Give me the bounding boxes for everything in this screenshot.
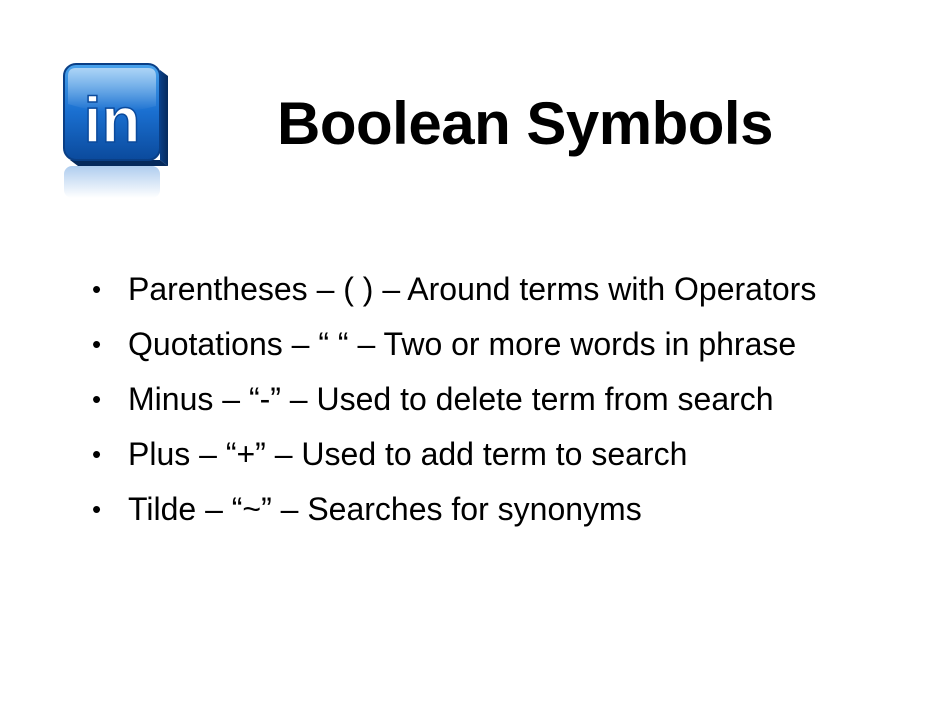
svg-text:in: in [83,84,141,156]
slide-title: Boolean Symbols [277,90,773,157]
bullet-icon: • [92,384,102,414]
linkedin-in-icon [62,60,172,200]
list-item [92,482,816,537]
list-item [92,262,816,317]
bullet-text: Quotations – “ “ – Two or more words in phrase [128,326,797,362]
bullet-list [92,262,816,537]
list-item [92,427,816,482]
bullet-icon: • [92,494,102,524]
list-item [92,372,816,427]
list-item [92,317,816,372]
bullet-text: Plus – “+” – Used to add term to search [128,436,688,472]
bullet-text: Minus – “-” – Used to delete term from search [128,381,774,417]
bullet-icon: • [92,439,102,469]
bullet-icon: • [92,274,102,304]
bullet-icon: • [92,329,102,359]
bullet-text: Tilde – “~” – Searches for synonyms [128,491,642,527]
bullet-text: Parentheses – ( ) – Around terms with Operators [128,271,817,307]
